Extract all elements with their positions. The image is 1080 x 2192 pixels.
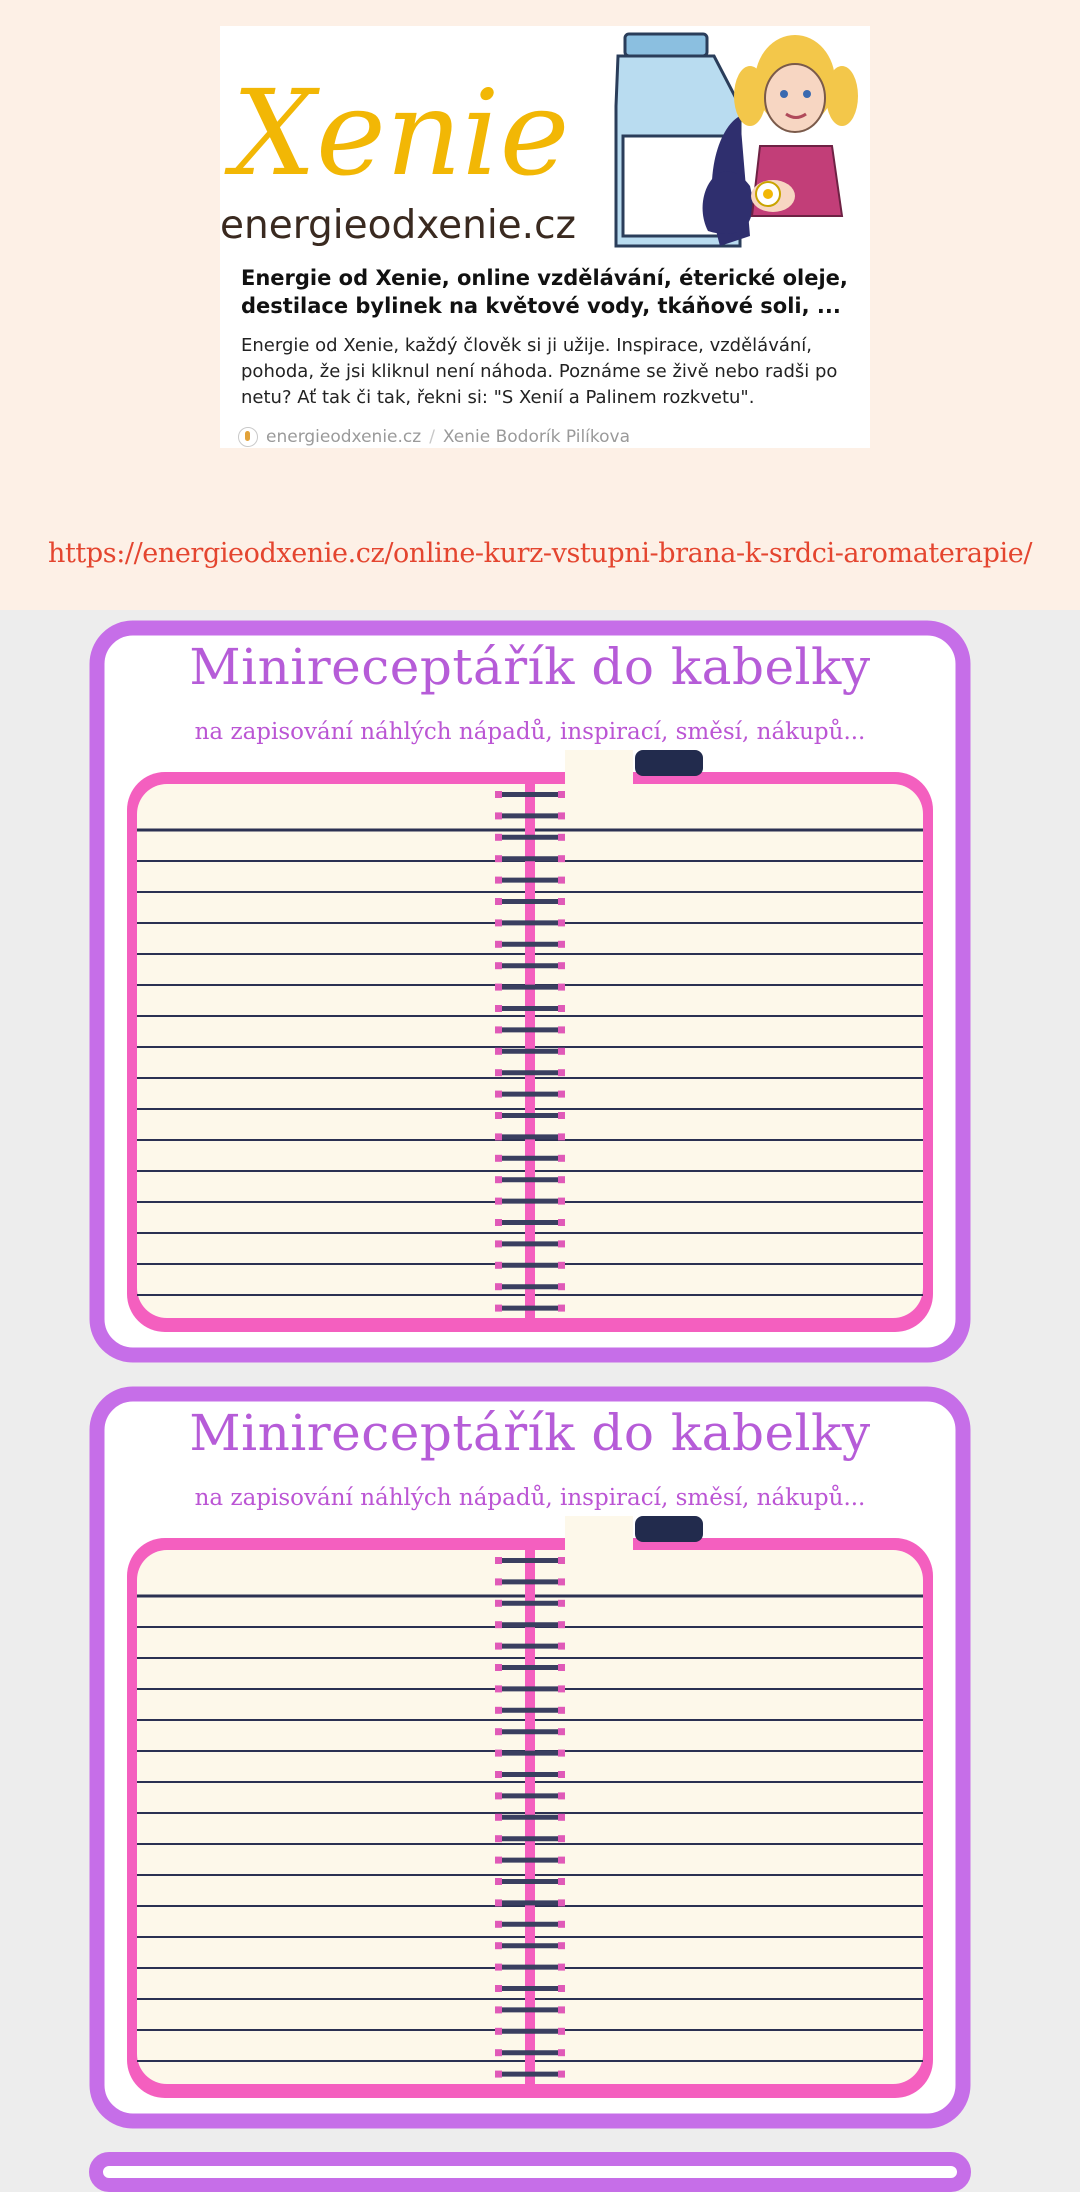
site-favicon-icon [238,427,258,447]
spiral-ring-icon [495,1198,565,1205]
notebook-card-peek [89,2152,971,2192]
spiral-ring-icon [495,1835,565,1842]
spiral-ring-icon [495,2071,565,2078]
spiral-ring-icon [495,1814,565,1821]
spiral-ring-icon [495,962,565,969]
notebook-subtitle: na zapisování náhlých nápadů, inspirací, směsí, nákupů... [194,1485,866,1511]
spiral-ring-icon [495,984,565,991]
spiral-ring-icon [495,1578,565,1585]
spiral-ring-icon [495,1283,565,1290]
spiral-ring-icon [495,1750,565,1757]
preview-title[interactable]: Energie od Xenie, online vzdělávání, éterické oleje, destilace bylinek na květové vody, tkáňové soli, ... [241,266,848,318]
spiral-ring-icon [495,1685,565,1692]
spiral-ring-icon [495,1155,565,1162]
link-preview-card[interactable] [220,26,870,448]
logo-domain: energieodxenie.cz [220,203,576,248]
preview-separator: / [429,427,435,447]
spiral-ring-icon [495,1176,565,1183]
spiral-ring-icon [495,1857,565,1864]
notebook-title: Minireceptářík do kabelky [189,1404,871,1462]
spiral-ring-icon [495,1069,565,1076]
spiral-ring-icon [495,812,565,819]
notebook-subtitle: na zapisování náhlých nápadů, inspirací, směsí, nákupů... [194,719,866,745]
notebook-card [89,620,971,1363]
spiral-ring-icon [495,1026,565,1033]
spiral-ring-icon [495,1878,565,1885]
spiral-ring-icon [495,1728,565,1735]
spiral-ring-icon [495,1262,565,1269]
spiral-ring-icon [495,791,565,798]
spiral-ring-icon [495,834,565,841]
spiral-ring-icon [495,1707,565,1714]
spiral-ring-icon [495,1942,565,1949]
spiral-ring-icon [495,855,565,862]
spiral-ring-icon [495,1133,565,1140]
spiral-ring-icon [495,919,565,926]
spiral-ring-icon [495,1600,565,1607]
spiral-ring-icon [495,1771,565,1778]
spiral-ring-icon [495,877,565,884]
spiral-ring-icon [495,1621,565,1628]
spiral-ring-icon [495,1305,565,1312]
spiral-ring-icon [495,2049,565,2056]
preview-author: Xenie Bodorík Pilíkova [442,427,631,447]
preview-description: Energie od Xenie, každý člověk si ji užije. Inspirace, vzdělávání, pohoda, že jsi kliknul není náhoda. Poznáme se živě nebo radši po netu? Ať tak či tak, řekni si: "S Xenií a Palinem rozkvetu". [241,335,838,408]
preview-site: energieodxenie.cz [266,427,422,447]
spiral-ring-icon [495,1643,565,1650]
spiral-ring-icon [495,1112,565,1119]
spiral-ring-icon [495,1985,565,1992]
spiral-ring-icon [495,1964,565,1971]
notebook-title: Minireceptářík do kabelky [189,638,871,696]
link-preview-section [0,0,1080,610]
spiral-ring-icon [495,1792,565,1799]
logo-text: Xenie [232,64,570,202]
spiral-ring-icon [495,2006,565,2013]
girl-illustration [703,35,858,246]
spiral-ring-icon [495,1899,565,1906]
notebook-card [89,1386,971,2129]
spiral-ring-icon [495,1664,565,1671]
spiral-ring-icon [495,1048,565,1055]
spiral-ring-icon [495,1557,565,1564]
spiral-ring-icon [495,1219,565,1226]
preview-meta [238,426,858,448]
spiral-ring-icon [495,2028,565,2035]
spiral-ring-icon [495,1005,565,1012]
preview-image [220,26,870,251]
spiral-ring-icon [495,1091,565,1098]
spiral-ring-icon [495,1240,565,1247]
spiral-ring-icon [495,898,565,905]
page-link[interactable]: https://energieodxenie.cz/online-kurz-vstupni-brana-k-srdci-aromaterapie/ [47,538,1033,569]
spiral-ring-icon [495,1921,565,1928]
spiral-ring-icon [495,941,565,948]
